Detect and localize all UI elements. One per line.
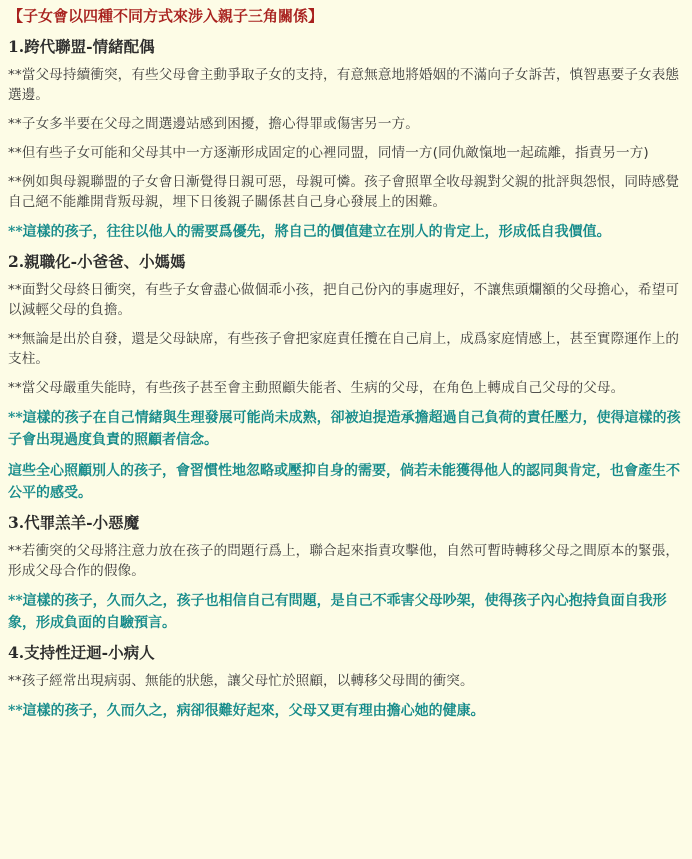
paragraph: **面對父母終日衝突，有些子女會盡心做個乖小孩，把自己份內的事處理好，不讓焦頭爛額的父母擔心，希望可以減輕父母的負擔。 xyxy=(8,282,680,318)
paragraph: **子女多半要在父母之間選邊站感到困擾，擔心得罪或傷害另一方。 xyxy=(8,116,419,132)
highlight-note: 這些全心照顧別人的孩子，會習慣性地忽略或壓抑自身的需要，倘若未能獲得他人的認同與肯定，也會產生不公平的感受。 xyxy=(8,463,680,501)
paragraph: **孩子經常出現病弱、無能的狀態，讓父母忙於照顧，以轉移父母間的衝突。 xyxy=(8,673,474,689)
paragraph: **當父母持續衝突，有些父母會主動爭取子女的支持，有意無意地將婚姻的不滿向子女訴苦，慎智惠要子女表態選邊。 xyxy=(8,67,680,103)
paragraph: **例如與母親聯盟的子女會日漸覺得日親可惡，母親可憐。孩子會照單全收母親對父親的批評與怨恨，同時感覺自己絕不能離開背叛母親，埋下日後親子關係甚自己身心發展上的困難。 xyxy=(8,174,680,210)
section-heading-1: 1.跨代聯盟-情緒配偶 xyxy=(8,37,155,56)
paragraph: **但有些子女可能和父母其中一方逐漸形成固定的心裡同盟，同情一方(同仇敵愾地一起疏離，指責另一方) xyxy=(8,145,649,161)
section-heading-2: 2.親職化-小爸爸、小媽媽 xyxy=(8,252,186,271)
page-title: 【子女會以四種不同方式來涉入親子三角關係】 xyxy=(8,7,324,25)
highlight-note: **這樣的孩子在自己情緒與生理發展可能尚未成熟，卻被迫提造承擔超過自己負荷的責任壓力，使得這樣的孩子會出現過度負責的照顧者信念。 xyxy=(8,410,681,448)
highlight-note: **這樣的孩子，久而久之，病卻很難好起來，父母又更有理由擔心她的健康。 xyxy=(8,703,485,719)
paragraph: **無論是出於自發，還是父母缺席，有些孩子會把家庭責任攬在自己肩上，成爲家庭情感上，甚至實際運作上的支柱。 xyxy=(8,331,680,367)
highlight-note: **這樣的孩子，往往以他人的需要爲優先，將自己的價值建立在別人的肯定上，形成低自我價值。 xyxy=(8,224,611,240)
section-heading-4: 4.支持性迂迴-小病人 xyxy=(8,643,155,662)
paragraph: **若衝突的父母將注意力放在孩子的問題行爲上，聯合起來指責攻擊他，自然可暫時轉移父母之間原本的緊張，形成父母合作的假像。 xyxy=(8,543,680,579)
paragraph: **當父母嚴重失能時，有些孩子甚至會主動照顧失能者、生病的父母，在角色上轉成自己父母的父母。 xyxy=(8,380,625,396)
highlight-note: **這樣的孩子，久而久之，孩子也相信自己有問題，是自己不乖害父母吵架，使得孩子內心抱持負面自我形象，形成負面的自驗預言。 xyxy=(8,593,667,631)
section-heading-3: 3.代罪羔羊-小惡魔 xyxy=(8,513,140,532)
